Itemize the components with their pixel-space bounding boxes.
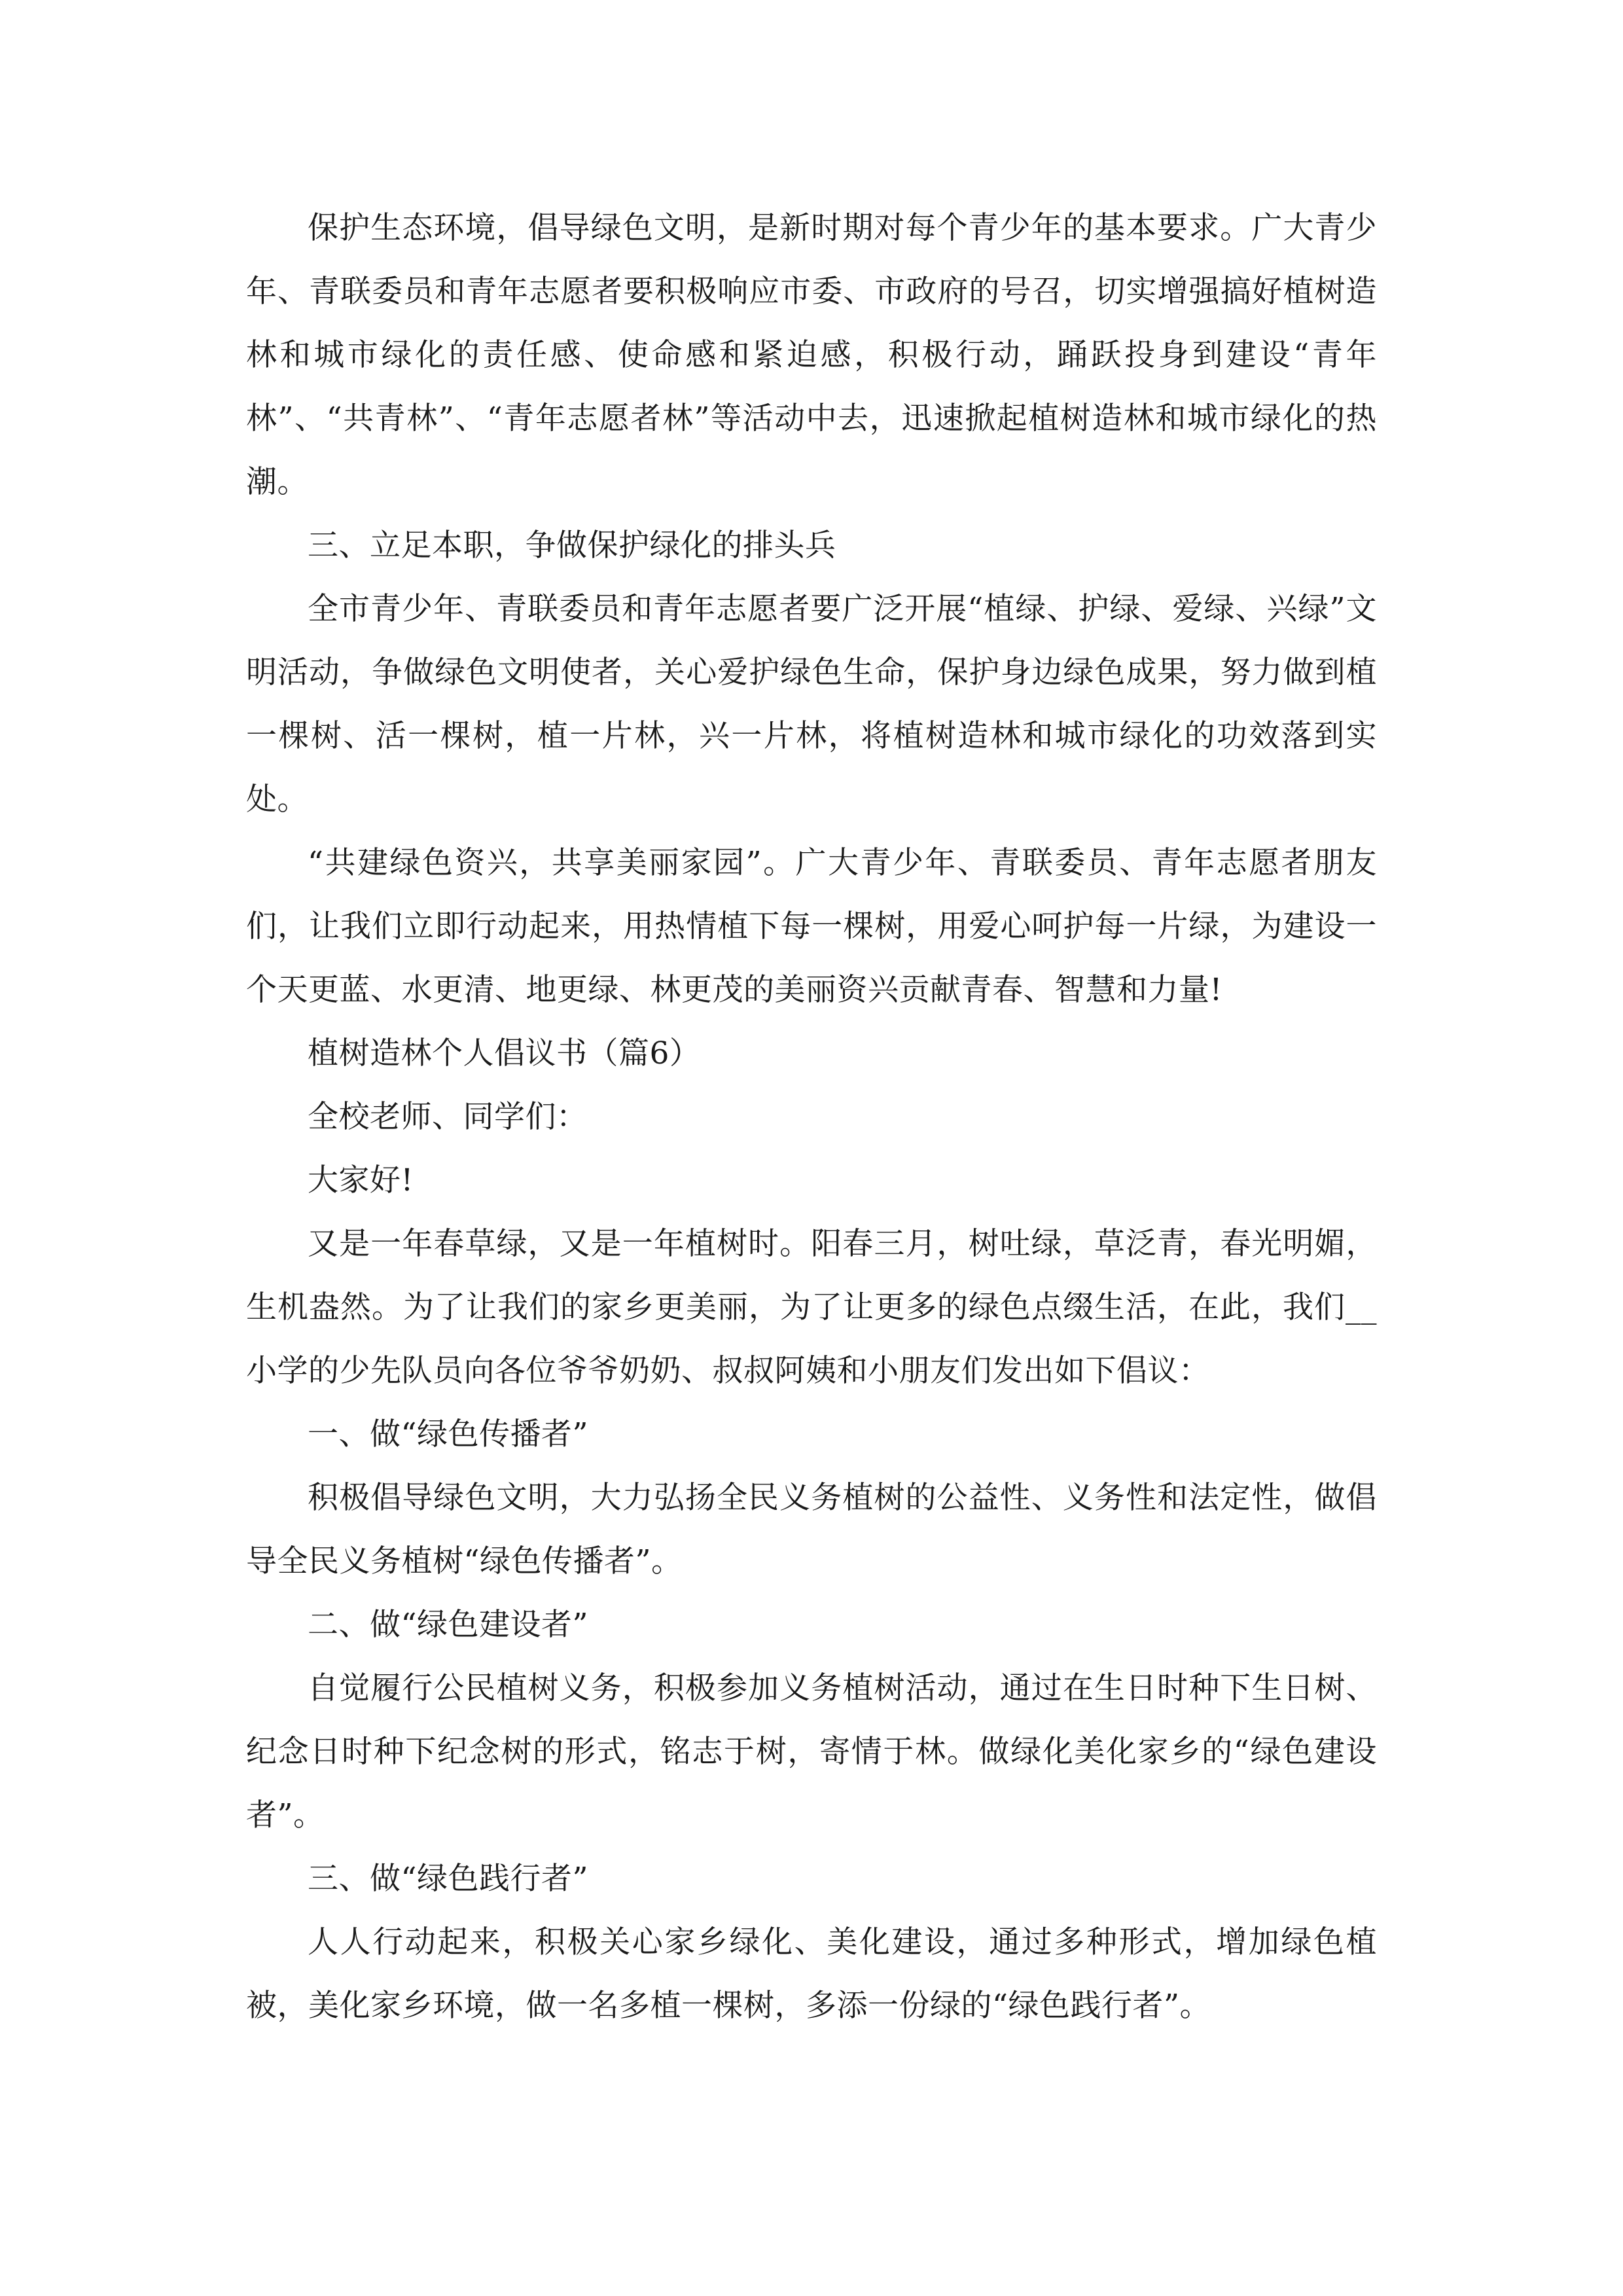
document-body — [246, 196, 1377, 2037]
heading-green-builder: 二、做“绿色建设者” — [308, 1607, 589, 1643]
salutation: 全校老师、同学们： — [308, 1099, 588, 1135]
paragraph-green-activity: 全市青少年、青联委员和青年志愿者要广泛开展“植绿、护绿、爱绿、兴绿”文明活动，争做绿色文明使者，关心爱护绿色生命，保护身边绿色成果，努力做到植一棵树、活一棵树，植一片林，兴一片林，将植树造林和城市绿化的功效落到实处。 — [246, 591, 1377, 817]
paragraph-spring-intro: 又是一年春草绿，又是一年植树时。阳春三月，树吐绿，草泛青，春光明媚，生机盎然。为了让我们的家乡更美丽，为了让更多的绿色点缀生活，在此，我们__小学的少先队员向各位爷爷奶奶、叔叔阿姨和小朋友们发出如下倡议： — [246, 1226, 1377, 1389]
paragraph-green-builder: 自觉履行公民植树义务，积极参加义务植树活动，通过在生日时种下生日树、纪念日时种下纪念树的形式，铭志于树，寄情于林。做绿化美化家乡的“绿色建设者”。 — [246, 1670, 1377, 1833]
document-title-part6: 植树造林个人倡议书（篇6） — [308, 1035, 701, 1071]
greeting: 大家好! — [308, 1162, 414, 1198]
paragraph-ecology-intro: 保护生态环境，倡导绿色文明，是新时期对每个青少年的基本要求。广大青少年、青联委员和青年志愿者要积极响应市委、市政府的号召，切实增强搞好植树造林和城市绿化的责任感、使命感和紧迫感，积极行动，踊跃投身到建设“青年林”、“共青林”、“青年志愿者林”等活动中去，迅速掀起植树造林和城市绿化的热潮。 — [246, 210, 1377, 500]
paragraph-green-spreader: 积极倡导绿色文明，大力弘扬全民义务植树的公益性、义务性和法定性，做倡导全民义务植树“绿色传播者”。 — [246, 1480, 1377, 1579]
paragraph-green-practitioner: 人人行动起来，积极关心家乡绿化、美化建设，通过多种形式，增加绿色植被，美化家乡环境，做一名多植一棵树，多添一份绿的“绿色践行者”。 — [246, 1924, 1377, 2024]
paragraph-call-to-action: “共建绿色资兴，共享美丽家园”。广大青少年、青联委员、青年志愿者朋友们，让我们立即行动起来，用热情植下每一棵树，用爱心呵护每一片绿，为建设一个天更蓝、水更清、地更绿、林更茂的美丽资兴贡献青春、智慧和力量! — [246, 845, 1377, 1008]
heading-green-spreader: 一、做“绿色传播者” — [308, 1416, 589, 1452]
heading-section-three: 三、立足本职，争做保护绿化的排头兵 — [308, 528, 836, 564]
heading-green-practitioner: 三、做“绿色践行者” — [308, 1861, 589, 1897]
